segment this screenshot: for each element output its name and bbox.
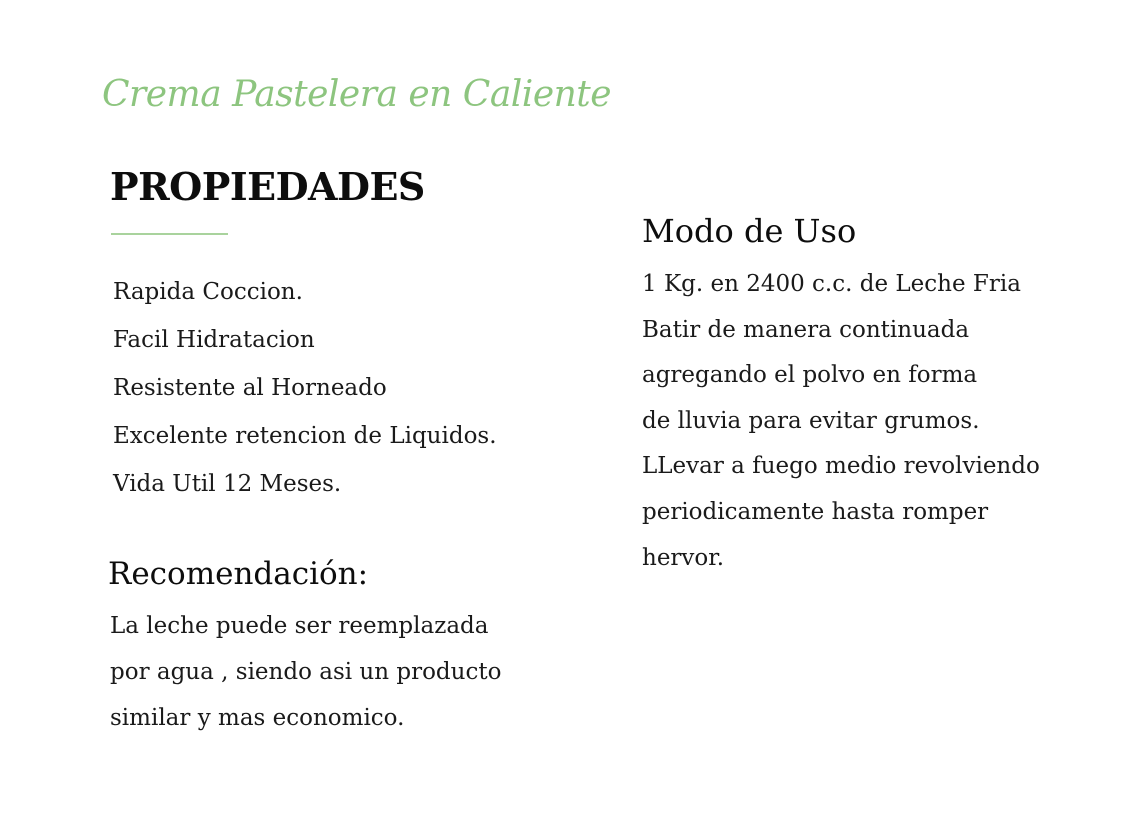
property-item: Vida Util 12 Meses.	[113, 471, 342, 497]
properties-divider	[111, 233, 228, 235]
usage-line: Batir de manera continuada	[642, 316, 970, 343]
usage-line: de lluvia para evitar grumos.	[642, 407, 980, 434]
recommendation-text	[110, 603, 501, 741]
properties-heading: PROPIEDADES	[110, 164, 425, 209]
usage-line: periodicamente hasta romper	[642, 498, 989, 525]
usage-line: hervor.	[642, 544, 725, 571]
usage-heading: Modo de Uso	[642, 212, 857, 250]
usage-line: agregando el polvo en forma	[642, 362, 978, 389]
recommendation-line: La leche puede ser reemplazada	[110, 613, 489, 639]
recommendation-line: similar y mas economico.	[110, 705, 405, 731]
recommendation-heading: Recomendación:	[108, 556, 369, 592]
usage-line: 1 Kg. en 2400 c.c. de Leche Fria	[642, 271, 1021, 297]
property-item: Resistente al Horneado	[113, 375, 387, 401]
property-item: Facil Hidratacion	[113, 327, 315, 353]
property-item: Rapida Coccion.	[113, 279, 303, 305]
property-item: Excelente retencion de Liquidos.	[113, 423, 497, 449]
product-title: Crema Pastelera en Caliente	[102, 74, 612, 115]
recommendation-line: por agua , siendo asi un producto	[110, 659, 502, 685]
usage-line: LLevar a fuego medio revolviendo	[642, 453, 1040, 480]
usage-text	[642, 262, 1040, 581]
properties-list	[113, 268, 497, 508]
